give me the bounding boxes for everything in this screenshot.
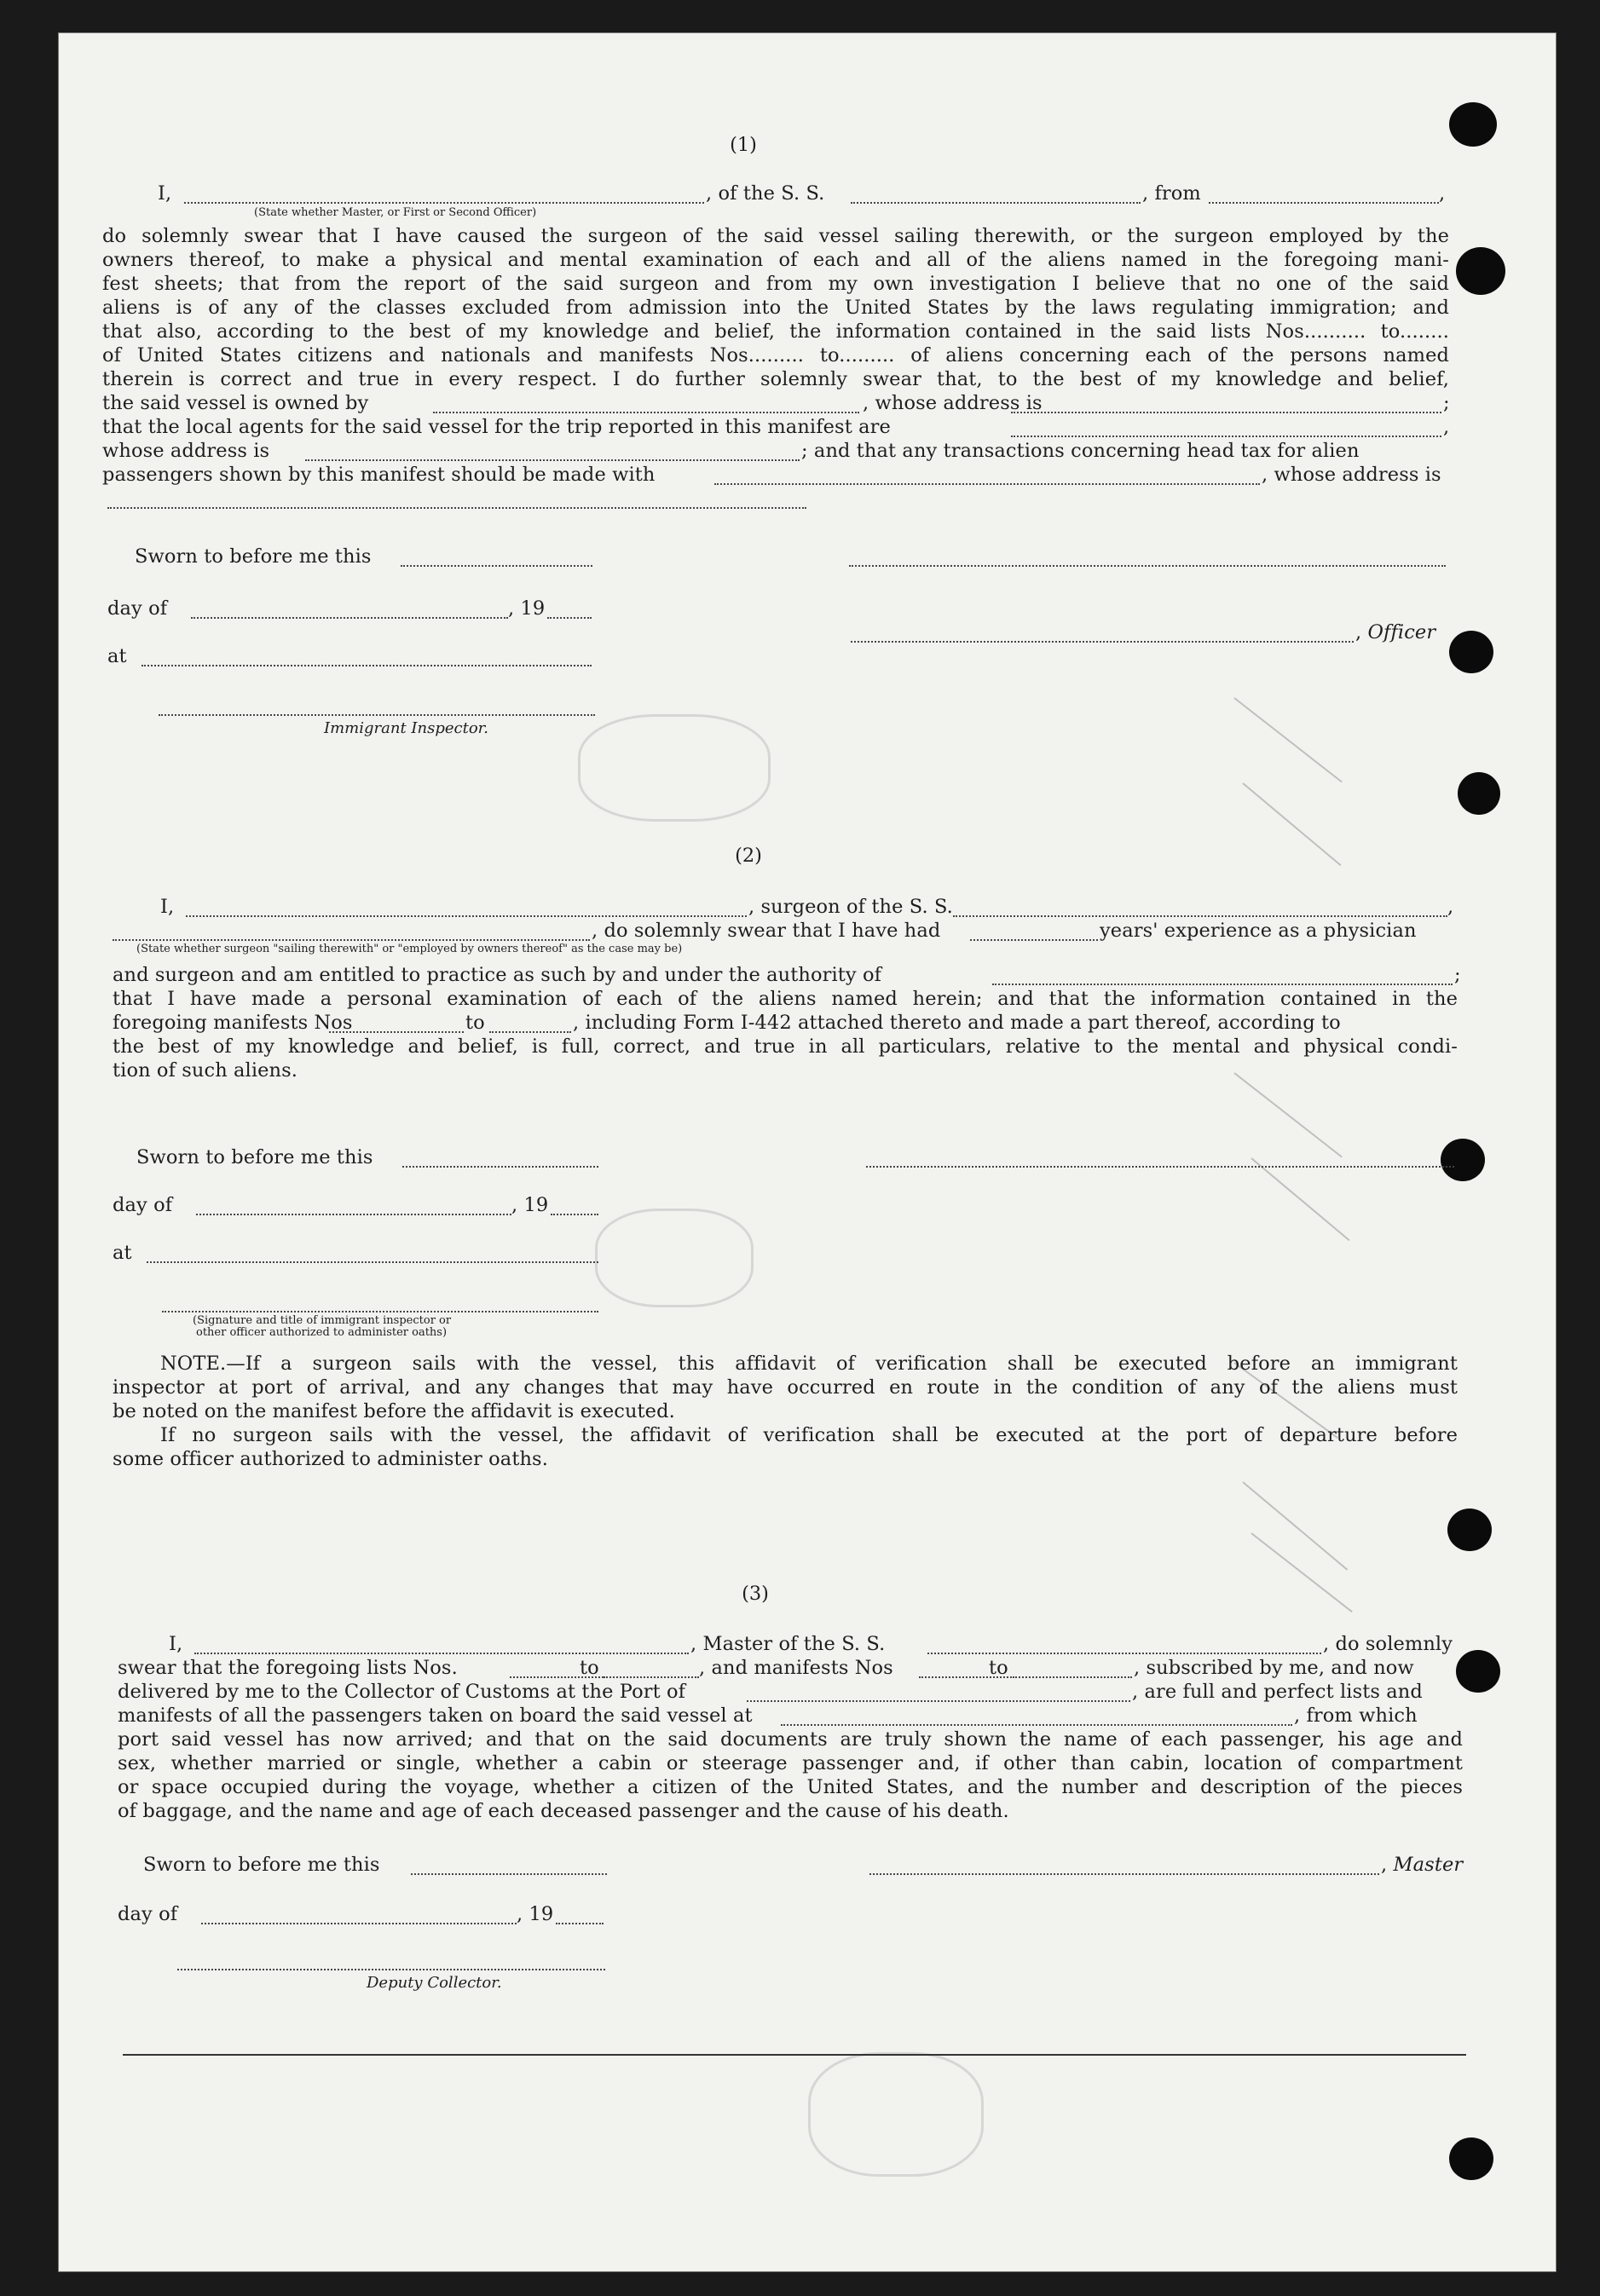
s1-owned-by: the said vessel is owned by xyxy=(102,392,369,414)
s2-surgeon-note: (State whether surgeon "sailing therewith" or "employed by owners thereof" as the case may be) xyxy=(136,943,683,955)
bottom-rule xyxy=(123,2054,1466,2056)
s3-master-label: , Master xyxy=(1381,1854,1464,1876)
s2-body-line: the best of my knowledge and belief, is full, correct, and true in all particulars, relative to the mental and physical condi- xyxy=(113,1036,1458,1058)
s1-owner-address-field[interactable] xyxy=(1011,412,1441,413)
s1-head-tax-party-field[interactable] xyxy=(714,483,1260,485)
s2-at: at xyxy=(113,1242,132,1264)
s3-master-name-field[interactable] xyxy=(194,1653,689,1654)
s3-year-field[interactable] xyxy=(556,1923,604,1924)
s1-body-line: that also, according to the best of my knowledge and belief, the information contained in the said lists Nos.......... to........ xyxy=(102,320,1449,343)
s2-year: , 19 xyxy=(511,1194,549,1216)
s2-signature-note: (Signature and title of immigrant inspector or xyxy=(193,1314,452,1327)
s3-master-signature-field[interactable] xyxy=(869,1873,1379,1875)
punch-hole xyxy=(1458,772,1500,815)
s2-body-line: that I have made a personal examination of each of the aliens named herein; and that the information contained in the xyxy=(113,988,1458,1010)
s1-vessel-field[interactable] xyxy=(851,202,1141,204)
s2-form-i442: , including Form I-442 attached thereto and made a part thereof, according to xyxy=(573,1012,1341,1034)
s2-manifest-to-field[interactable] xyxy=(489,1031,571,1033)
s3-sworn-date-field[interactable] xyxy=(411,1873,607,1875)
section-3-number: (3) xyxy=(742,1583,769,1605)
s1-sworn-date-field[interactable] xyxy=(401,565,592,567)
s2-year-field[interactable] xyxy=(551,1214,598,1215)
s2-note-line: NOTE.—If a surgeon sails with the vessel, this affidavit of verification shall be executed before an immigrant xyxy=(160,1353,1458,1375)
s3-taken-on-board: manifests of all the passengers taken on board the said vessel at xyxy=(118,1705,753,1727)
punch-hole xyxy=(1456,1650,1500,1693)
s1-officer-signature-field[interactable] xyxy=(849,565,1446,567)
s2-signature-note: other officer authorized to administer oaths) xyxy=(196,1326,448,1339)
s2-manifests-nos: foregoing manifests Nos xyxy=(113,1012,353,1034)
s1-at: at xyxy=(107,645,127,667)
s1-agents-field[interactable] xyxy=(1011,436,1441,437)
s3-body-line: of baggage, and the name and age of each deceased passenger and the cause of his death. xyxy=(118,1800,1009,1822)
s3-body-line: port said vessel has now arrived; and that on the said documents are truly shown the name of each passenger, his age and xyxy=(118,1728,1463,1751)
show-through-stamp xyxy=(808,2052,984,2177)
s2-manifest-from-field[interactable] xyxy=(329,1031,464,1033)
s3-full-lists: , are full and perfect lists and xyxy=(1132,1681,1423,1703)
punch-hole xyxy=(1441,1139,1485,1181)
s2-inspector-signature-field[interactable] xyxy=(162,1311,598,1312)
s3-list-to-field[interactable] xyxy=(604,1676,699,1678)
s2-body-line: tion of such aliens. xyxy=(113,1059,298,1082)
s1-from: , from xyxy=(1142,182,1201,205)
s1-place-field[interactable] xyxy=(142,665,592,666)
s1-officer-note: (State whether Master, or First or Second Officer) xyxy=(254,206,537,219)
s1-body-line: therein is correct and true in every respect. I do further solemnly swear that, to the best of my knowledge and belief, xyxy=(102,368,1449,390)
s1-comma: , xyxy=(1443,416,1450,438)
scan-streak xyxy=(1233,697,1342,782)
s1-body-line: do solemnly swear that I have caused the surgeon of the said vessel sailing therewith, or the surgeon employed by the xyxy=(102,225,1449,247)
s2-surgeon-name-field[interactable] xyxy=(186,915,747,917)
s1-month-field[interactable] xyxy=(191,617,508,619)
s3-year: , 19 xyxy=(517,1903,554,1925)
s2-comma: , xyxy=(1447,896,1454,918)
s2-solemnly-swear: , do solemnly swear that I have had xyxy=(592,920,941,942)
s2-surgeon-status-field[interactable] xyxy=(113,939,590,941)
s1-head-tax-address-field[interactable] xyxy=(107,507,806,509)
s1-owner-field[interactable] xyxy=(433,412,859,413)
s2-authority-field[interactable] xyxy=(992,984,1453,985)
s3-to: to xyxy=(989,1657,1008,1679)
s1-i: I, xyxy=(158,182,172,205)
s3-i: I, xyxy=(169,1633,183,1655)
s1-year: , 19 xyxy=(508,597,546,620)
s2-note-line: inspector at port of arrival, and any changes that may have occurred en route in the condition of any of the aliens must xyxy=(113,1376,1458,1399)
s2-place-field[interactable] xyxy=(147,1261,598,1263)
s1-of-ss: , of the S. S. xyxy=(706,182,825,205)
s2-sworn-date-field[interactable] xyxy=(402,1166,598,1168)
s2-note-line: If no surgeon sails with the vessel, the affidavit of verification shall be executed at the port of departure before xyxy=(160,1424,1458,1446)
s1-agent-address-label: whose address is xyxy=(102,440,270,462)
s2-month-field[interactable] xyxy=(196,1214,511,1215)
s3-port-field[interactable] xyxy=(747,1700,1130,1702)
punch-hole xyxy=(1456,247,1505,295)
s1-body-line: fest sheets; that from the report of the said surgeon and from my own investigation I believe that no one of the said xyxy=(102,273,1449,295)
s1-agent-address-field[interactable] xyxy=(305,459,800,461)
punch-hole xyxy=(1449,102,1497,147)
s3-manifest-to-field[interactable] xyxy=(1013,1676,1132,1678)
s2-i: I, xyxy=(160,896,175,918)
s3-lists-nos: swear that the foregoing lists Nos. xyxy=(118,1657,458,1679)
s2-semicolon: ; xyxy=(1454,964,1461,986)
s2-note-line: be noted on the manifest before the affidavit is executed. xyxy=(113,1400,675,1422)
show-through-stamp xyxy=(578,714,771,822)
s1-sworn: Sworn to before me this xyxy=(135,545,372,568)
s1-inspector-signature-field[interactable] xyxy=(159,714,595,716)
s3-manifests-nos: , and manifests Nos xyxy=(699,1657,893,1679)
s3-master-of-ss: , Master of the S. S. xyxy=(690,1633,886,1655)
punch-hole xyxy=(1449,631,1493,673)
scan-streak xyxy=(1251,1532,1352,1612)
s2-surgeon-signature-field[interactable] xyxy=(866,1166,1454,1168)
s1-body-line: aliens is of any of the classes excluded from admission into the United States by the laws regulating immigration; and xyxy=(102,297,1449,319)
s2-surgeon-of-ss: , surgeon of the S. S. xyxy=(748,896,953,918)
s1-officer-title-field[interactable] xyxy=(851,641,1354,643)
punch-hole xyxy=(1449,2137,1493,2180)
manifest-back-page xyxy=(58,32,1557,2272)
s3-delivered: delivered by me to the Collector of Customs at the Port of xyxy=(118,1681,686,1703)
s1-inspector-label: Immigrant Inspector. xyxy=(324,719,489,737)
s3-body-line: or space occupied during the voyage, whether a citizen of the United States, and the number and description of the pieces xyxy=(118,1776,1463,1798)
s3-from-which: , from which xyxy=(1294,1705,1418,1727)
s1-passengers: passengers shown by this manifest should be made with xyxy=(102,464,656,486)
s1-officer-label: , Officer xyxy=(1355,621,1436,643)
s3-subscribed: , subscribed by me, and now xyxy=(1134,1657,1414,1679)
s1-day-of: day of xyxy=(107,597,168,620)
s2-authority: and surgeon and am entitled to practice as such by and under the authority of xyxy=(113,964,882,986)
scan-streak xyxy=(1251,1157,1349,1241)
s1-year-field[interactable] xyxy=(547,617,592,619)
s2-note-line: some officer authorized to administer oaths. xyxy=(113,1448,548,1470)
s1-master-name-field[interactable] xyxy=(184,202,704,204)
s3-do-solemnly: , do solemnly xyxy=(1323,1633,1453,1655)
s3-month-field[interactable] xyxy=(201,1923,517,1924)
s1-head-tax: ; and that any transactions concerning head tax for alien xyxy=(801,440,1360,462)
s2-vessel-field[interactable] xyxy=(953,915,1447,917)
s2-years-field[interactable] xyxy=(970,939,1098,941)
s2-to: to xyxy=(465,1012,485,1034)
scan-streak xyxy=(1242,1481,1348,1570)
s3-day-of: day of xyxy=(118,1903,178,1925)
scan-streak xyxy=(1233,1072,1342,1157)
s3-sworn: Sworn to before me this xyxy=(143,1854,380,1876)
s2-years-experience: years' experience as a physician xyxy=(1100,920,1417,942)
s2-day-of: day of xyxy=(113,1194,173,1216)
s3-collector-signature-field[interactable] xyxy=(177,1969,605,1970)
s1-local-agents: that the local agents for the said vessel for the trip reported in this manifest are xyxy=(102,416,891,438)
section-2-number: (2) xyxy=(735,845,762,867)
s3-body-line: sex, whether married or single, whether a cabin or steerage passenger and, if other than cabin, location of compartment xyxy=(118,1752,1463,1774)
punch-hole xyxy=(1447,1509,1492,1551)
s3-embark-port-field[interactable] xyxy=(781,1724,1292,1726)
s1-comma: , xyxy=(1439,182,1446,205)
s3-collector-label: Deputy Collector. xyxy=(367,1974,502,1992)
scan-streak xyxy=(1242,782,1341,866)
s2-sworn: Sworn to before me this xyxy=(136,1146,373,1168)
s3-to: to xyxy=(580,1657,599,1679)
s1-from-field[interactable] xyxy=(1209,202,1439,204)
s1-semicolon: ; xyxy=(1443,392,1450,414)
s1-whose-address: , whose address is xyxy=(863,392,1043,414)
s1-body-line: owners thereof, to make a physical and mental examination of each and all of the aliens named in the foregoing mani- xyxy=(102,249,1449,271)
show-through-stamp xyxy=(595,1209,754,1307)
s1-whose-address-is: , whose address is xyxy=(1262,464,1441,486)
s1-body-line: of United States citizens and nationals and manifests Nos......... to......... of aliens concerning each of the persons named xyxy=(102,344,1449,366)
s3-vessel-field[interactable] xyxy=(927,1653,1321,1654)
section-1-number: (1) xyxy=(730,134,757,156)
